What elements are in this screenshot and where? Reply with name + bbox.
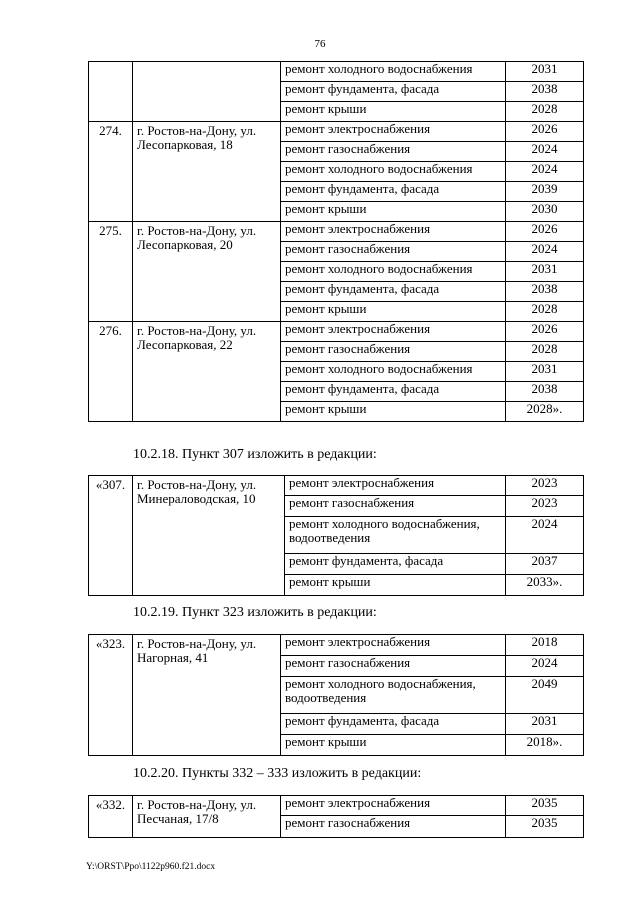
year-cell: 2037: [506, 554, 584, 575]
table-row: [89, 122, 584, 142]
work-type-cell: ремонт крыши: [281, 302, 506, 322]
year-cell: 2024: [506, 517, 584, 554]
page-number: 76: [314, 38, 326, 50]
table-row: [89, 62, 584, 82]
item-number: 276.: [89, 322, 133, 422]
table-row: [89, 222, 584, 242]
year-cell: 2031: [506, 362, 584, 382]
work-type-cell: ремонт крыши: [285, 575, 506, 596]
year-cell: 2038: [506, 382, 584, 402]
work-type-cell: ремонт холодного водоснабжения: [281, 162, 506, 182]
item-number: «307.: [89, 476, 133, 596]
year-cell: 2038: [506, 282, 584, 302]
year-cell: 2028: [506, 342, 584, 362]
item-number: «332.: [89, 796, 133, 838]
work-type-cell: ремонт холодного водоснабжения, водоотведения: [281, 677, 506, 714]
work-type-cell: ремонт фундамента, фасада: [281, 714, 506, 735]
item-address: г. Ростов-на-Дону, ул. Песчаная, 17/8: [133, 796, 281, 838]
year-cell: 2024: [506, 242, 584, 262]
table-continuation: [88, 61, 584, 422]
work-type-cell: ремонт фундамента, фасада: [281, 82, 506, 102]
year-cell: 2018: [506, 635, 584, 656]
year-cell: 2049: [506, 677, 584, 714]
table-item-332: [88, 795, 584, 838]
item-address: г. Ростов-на-Дону, ул. Нагорная, 41: [133, 635, 281, 756]
year-cell: 2031: [506, 62, 584, 82]
table-row: [89, 796, 584, 816]
work-type-cell: ремонт холодного водоснабжения: [281, 262, 506, 282]
year-cell: 2023: [506, 476, 584, 496]
table-item-323: [88, 634, 584, 756]
year-cell: 2038: [506, 82, 584, 102]
year-cell: 2023: [506, 496, 584, 517]
year-cell: 2028».: [506, 402, 584, 422]
year-cell: 2035: [506, 796, 584, 816]
year-cell: 2024: [506, 162, 584, 182]
year-cell: 2026: [506, 222, 584, 242]
item-address: г. Ростов-на-Дону, ул. Лесопарковая, 22: [133, 322, 281, 422]
item-address: г. Ростов-на-Дону, ул. Лесопарковая, 20: [133, 222, 281, 322]
paragraph-10-2-18: 10.2.18. Пункт 307 изложить в редакции:: [133, 447, 377, 462]
year-cell: 2033».: [506, 575, 584, 596]
work-type-cell: ремонт холодного водоснабжения: [281, 62, 506, 82]
year-cell: 2030: [506, 202, 584, 222]
year-cell: 2035: [506, 816, 584, 838]
work-type-cell: ремонт фундамента, фасада: [281, 182, 506, 202]
year-cell: 2018».: [506, 735, 584, 756]
work-type-cell: ремонт электроснабжения: [281, 222, 506, 242]
work-type-cell: ремонт холодного водоснабжения, водоотведения: [285, 517, 506, 554]
work-type-cell: ремонт газоснабжения: [281, 242, 506, 262]
year-cell: 2024: [506, 656, 584, 677]
work-type-cell: ремонт электроснабжения: [281, 322, 506, 342]
work-type-cell: ремонт фундамента, фасада: [285, 554, 506, 575]
work-type-cell: ремонт газоснабжения: [285, 496, 506, 517]
work-type-cell: ремонт электроснабжения: [281, 796, 506, 816]
work-type-cell: ремонт газоснабжения: [281, 342, 506, 362]
item-address: г. Ростов-на-Дону, ул. Лесопарковая, 18: [133, 122, 281, 222]
item-number: [89, 62, 133, 122]
work-type-cell: ремонт фундамента, фасада: [281, 282, 506, 302]
file-path-footer: Y:\ORST\Ppo\1122p960.f21.docx: [86, 862, 216, 872]
year-cell: 2031: [506, 262, 584, 282]
work-type-cell: ремонт газоснабжения: [281, 142, 506, 162]
year-cell: 2026: [506, 122, 584, 142]
work-type-cell: ремонт электроснабжения: [281, 122, 506, 142]
item-address: г. Ростов-на-Дону, ул. Минераловодская, 10: [133, 476, 285, 596]
work-type-cell: ремонт крыши: [281, 202, 506, 222]
work-type-cell: ремонт электроснабжения: [285, 476, 506, 496]
table-row: [89, 322, 584, 342]
work-type-cell: ремонт крыши: [281, 735, 506, 756]
table-row: [89, 476, 584, 496]
work-type-cell: ремонт фундамента, фасада: [281, 382, 506, 402]
table-row: [89, 635, 584, 656]
paragraph-10-2-20: 10.2.20. Пункты 332 – 333 изложить в редакции:: [133, 766, 422, 781]
year-cell: 2028: [506, 302, 584, 322]
year-cell: 2031: [506, 714, 584, 735]
item-address: [133, 62, 281, 122]
year-cell: 2039: [506, 182, 584, 202]
item-number: 275.: [89, 222, 133, 322]
item-number: 274.: [89, 122, 133, 222]
paragraph-10-2-19: 10.2.19. Пункт 323 изложить в редакции:: [133, 605, 377, 620]
year-cell: 2024: [506, 142, 584, 162]
work-type-cell: ремонт электроснабжения: [281, 635, 506, 656]
work-type-cell: ремонт газоснабжения: [281, 656, 506, 677]
work-type-cell: ремонт холодного водоснабжения: [281, 362, 506, 382]
work-type-cell: ремонт крыши: [281, 102, 506, 122]
table-item-307: [88, 475, 584, 596]
year-cell: 2028: [506, 102, 584, 122]
work-type-cell: ремонт газоснабжения: [281, 816, 506, 838]
year-cell: 2026: [506, 322, 584, 342]
work-type-cell: ремонт крыши: [281, 402, 506, 422]
item-number: «323.: [89, 635, 133, 756]
